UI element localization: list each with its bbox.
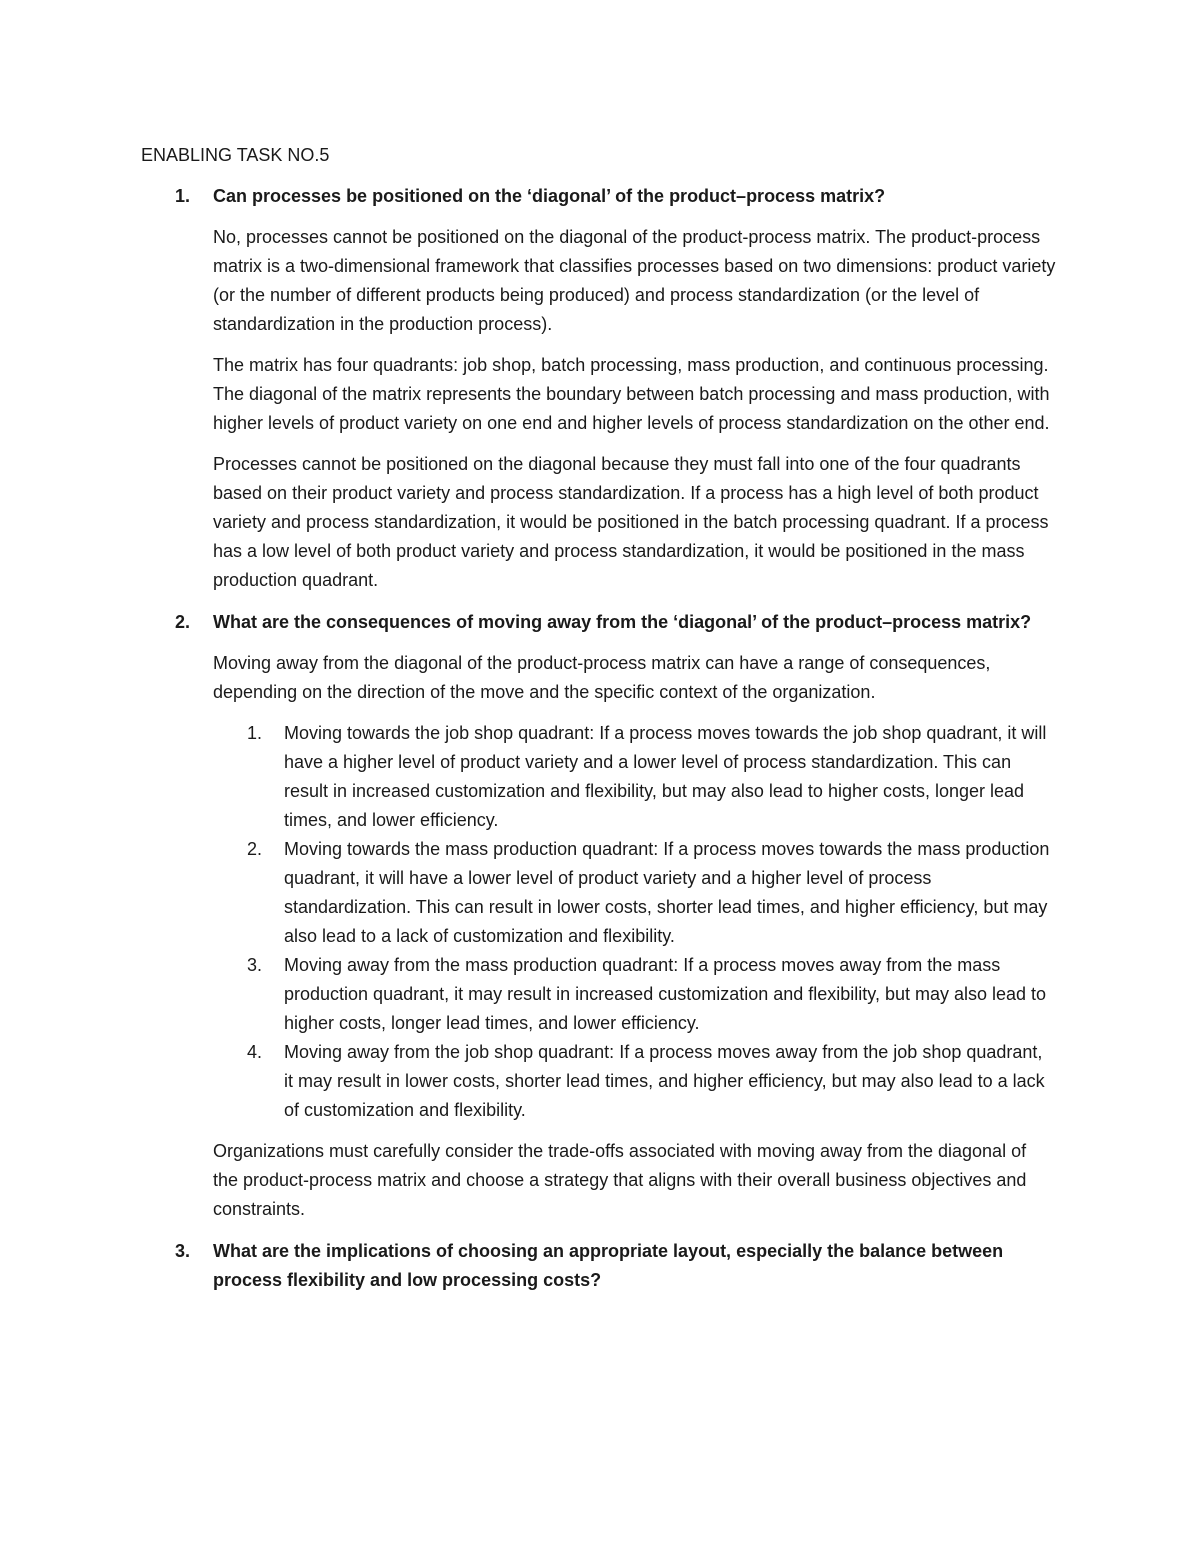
question-1 <box>141 182 1056 211</box>
list-item-number: 3. <box>247 955 263 975</box>
document-page <box>141 141 1056 1307</box>
answer-2-intro: Moving away from the diagonal of the product-process matrix can have a range of consequences, depending on the direction of the move and the specific context of the organization. <box>213 653 991 702</box>
answer-2-conclusion: Organizations must carefully consider the trade-offs associated with moving away from the diagonal of the product-process matrix and choose a strategy that aligns with their overall business objectives and constraints. <box>213 1141 1027 1219</box>
question-2 <box>141 608 1056 637</box>
question-3 <box>141 1237 1056 1295</box>
list-item-number: 2. <box>247 839 263 859</box>
question-3-text: What are the implications of choosing an appropriate layout, especially the balance between process flexibility and low processing costs? <box>213 1241 1004 1290</box>
list-item-text: Moving away from the mass production quadrant: If a process moves away from the mass production quadrant, it may result in increased customization and flexibility, but may also lead to higher costs, longer lead times, and lower efficiency. <box>284 955 1047 1033</box>
list-item <box>213 951 1056 1038</box>
document-title: ENABLING TASK NO.5 <box>141 145 330 165</box>
list-item <box>213 1038 1056 1125</box>
list-item-text: Moving away from the job shop quadrant: If a process moves away from the job shop quadrant, it may result in lower costs, shorter lead times, and higher efficiency, but may also lead to a lack of customization and flexibility. <box>284 1042 1045 1120</box>
list-item-text: Moving towards the mass production quadrant: If a process moves towards the mass production quadrant, it will have a lower level of product variety and a higher level of process standardization. This can result in lower costs, shorter lead times, and higher efficiency, but may also lead to a lack of customization and flexibility. <box>284 839 1050 946</box>
list-item <box>213 835 1056 951</box>
question-2-text: What are the consequences of moving away from the ‘diagonal’ of the product–process matrix? <box>213 612 1032 632</box>
consequences-list <box>213 719 1056 1125</box>
question-3-number: 3. <box>175 1241 191 1261</box>
list-item-number: 1. <box>247 723 263 743</box>
question-2-number: 2. <box>175 612 191 632</box>
list-item-text: Moving towards the job shop quadrant: If a process moves towards the job shop quadrant, it will have a higher level of product variety and a lower level of process standardization. This can result in increased customization and flexibility, but may also lead to higher costs, longer lead times, and lower efficiency. <box>284 723 1047 830</box>
answer-1-paragraph-2: The matrix has four quadrants: job shop, batch processing, mass production, and continuous processing. The diagonal of the matrix represents the boundary between batch processing and mass production, with higher levels of product variety on one end and higher levels of process standardization on the other end. <box>213 355 1050 433</box>
list-item-number: 4. <box>247 1042 263 1062</box>
question-1-text: Can processes be positioned on the ‘diagonal’ of the product–process matrix? <box>213 186 886 206</box>
list-item <box>213 719 1056 835</box>
answer-1-paragraph-1: No, processes cannot be positioned on the diagonal of the product-process matrix. The product-process matrix is a two-dimensional framework that classifies processes based on two dimensions: product variety (or the number of different products being produced) and process standardization (or the level of standardization in the production process). <box>213 227 1056 334</box>
answer-1-paragraph-3: Processes cannot be positioned on the diagonal because they must fall into one of the four quadrants based on their product variety and process standardization. If a process has a high level of both product variety and process standardization, it would be positioned in the batch processing quadrant. If a process has a low level of both product variety and process standardization, it would be positioned in the mass production quadrant. <box>213 454 1049 590</box>
question-1-number: 1. <box>175 186 191 206</box>
